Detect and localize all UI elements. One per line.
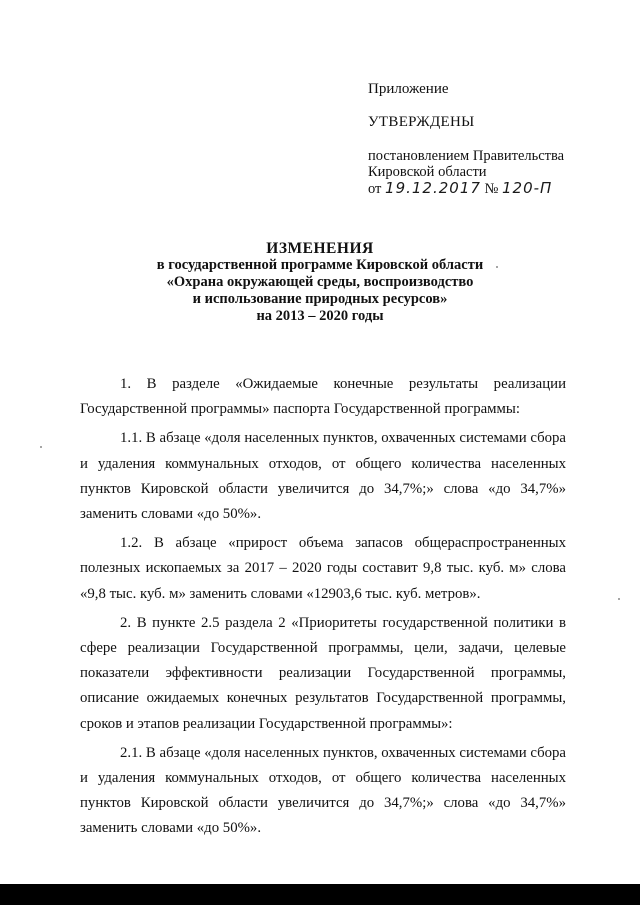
title-line-3: «Охрана окружающей среды, воспроизводство: [166, 274, 474, 290]
title-heading: ИЗМЕНЕНИЯ: [266, 240, 374, 257]
handwritten-date: 19.12.2017: [385, 179, 481, 197]
from-label: от: [368, 181, 382, 197]
number-sign: №: [484, 181, 499, 197]
document-body: [80, 372, 566, 842]
title-line-5: на 2013 – 2020 годы: [256, 308, 384, 324]
paragraph-2: 2. В пункте 2.5 раздела 2 «Приоритеты государственной политики в сфере реализации Государственной программы, цели, задачи, целевые показатели эффективности реализации Государственной программы, описание ожидаемых конечных результатов Государственной программы, сроков и этапов реализации Государственной программы»:: [80, 614, 566, 732]
paragraph-2-1: 2.1. В абзаце «доля населенных пунктов, охваченных системами сбора и удаления коммунальных отходов, от общего количества населенных пунктов Кировской области увеличится до 34,7%;» слова «до 34,7%» заменить словами «до 50%».: [80, 744, 566, 837]
title-line-4: и использование природных ресурсов»: [192, 291, 448, 307]
scan-speck: [496, 266, 498, 268]
scan-speck: [618, 598, 620, 600]
decree-reference: [368, 148, 564, 197]
handwritten-number: 120-П: [502, 179, 553, 197]
paragraph-1-2: 1.2. В абзаце «прирост объема запасов общераспространенных полезных ископаемых за 2017 – 2020 годы составит 9,8 тыс. куб. м» слова «9,8 тыс. куб. м» заменить словами «12903,6 тыс. куб. метров».: [80, 535, 566, 602]
document-title: [100, 240, 540, 325]
title-line-2: в государственной программе Кировской области: [156, 257, 484, 273]
appendix-label: Приложение: [368, 81, 449, 97]
scan-bottom-edge: [0, 884, 640, 905]
decree-line-1: постановлением Правительства: [368, 148, 565, 164]
approved-label: УТВЕРЖДЕНЫ: [368, 114, 475, 130]
paragraph-1-1: 1.1. В абзаце «доля населенных пунктов, охваченных системами сбора и удаления коммунальных отходов, от общего количества населенных пунктов Кировской области увеличится до 34,7%;» слова «до 34,7%» заменить словами «до 50%».: [80, 430, 566, 523]
scan-speck: [40, 446, 42, 448]
paragraph-1: 1. В разделе «Ожидаемые конечные результаты реализации Государственной программы» паспорта Государственной программы:: [80, 376, 566, 418]
decree-line-2: Кировской области: [368, 164, 487, 180]
decree-date-number: [368, 180, 564, 197]
